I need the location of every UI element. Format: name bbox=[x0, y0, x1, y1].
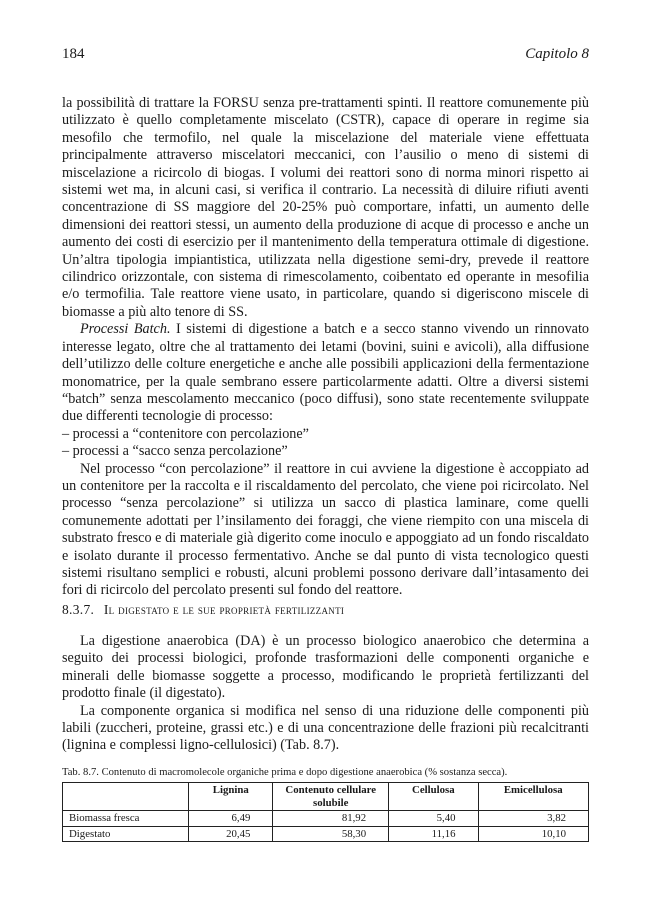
table-header-cell: Cellulosa bbox=[389, 783, 478, 811]
table-cell: Biomassa fresca bbox=[63, 811, 189, 827]
body-text-top bbox=[62, 95, 589, 600]
paragraph-batch bbox=[62, 321, 589, 425]
chapter-title: Capitolo 8 bbox=[525, 46, 589, 62]
section-heading bbox=[62, 602, 344, 618]
table-header-cell: Emicellulosa bbox=[478, 783, 588, 811]
table-header-cell: Contenuto cellulare solubile bbox=[273, 783, 389, 811]
table-cell: 81,92 bbox=[273, 811, 389, 827]
paragraph: Nel processo “con percolazione” il reattore in cui avviene la digestione è accoppiato ad un contenitore per la raccolta e il riscaldamento del percolato, che viene poi ricircolato. Nel processo “senza percolazione” si utilizza un sacco di plastica laminare, come quelli comunemente adottati per l’insilamento dei foraggi, che viene riempito con una miscela di substrato fresco e di materiale già digerito come inoculo e appoggiato ad un fondo riscaldato e isolato durante il processo fermentativo. Anche se dal punto di vista tecnologico questi sistemi risultano semplici e robusti, alcuni problemi possono derivare dall’intasamento dei fori di ricircolo del percolato presenti sul fondo del reattore. bbox=[62, 460, 589, 599]
table-cell: 20,45 bbox=[189, 826, 273, 842]
page-number: 184 bbox=[62, 46, 85, 62]
process-list bbox=[62, 426, 589, 461]
batch-label: Processi Batch. bbox=[80, 321, 171, 338]
table-cell: Digestato bbox=[63, 826, 189, 842]
list-item: – processi a “sacco senza percolazione” bbox=[62, 443, 288, 460]
table-header-row bbox=[63, 783, 589, 811]
table-header-cell: Lignina bbox=[189, 783, 273, 811]
body-text-bottom bbox=[62, 633, 589, 755]
table-cell: 11,16 bbox=[389, 826, 478, 842]
table-caption: Tab. 8.7. Contenuto di macromolecole organiche prima e dopo digestione anaerobica (% sostanza secca). bbox=[62, 767, 508, 778]
section-title: Il digestato e le sue proprietà fertilizzanti bbox=[103, 602, 345, 617]
table-cell: 58,30 bbox=[273, 826, 389, 842]
table-cell: 10,10 bbox=[478, 826, 588, 842]
page-header bbox=[62, 46, 589, 68]
table-cell: 6,49 bbox=[189, 811, 273, 827]
data-table bbox=[62, 782, 589, 842]
table-header-cell bbox=[63, 783, 189, 811]
batch-text: I sistemi di digestione a batch e a secco stanno vivendo un rinnovato interesse legato, oltre che al trattamento dei letami (bovini, suini e avicoli), alla diffusione dell’utilizzo delle colture energetiche e anche alle possibili applicazioni della fermentazione monomatrice, per la quale sembrano essere particolarmente adatti. Oltre a diversi sistemi “batch” senza mescolamento meccanico (poco diffusi), sono state recentemente sviluppate due differenti tecnologie di processo: bbox=[62, 321, 589, 425]
paragraph: La componente organica si modifica nel senso di una riduzione delle componenti più labili (zuccheri, proteine, grassi etc.) e di una concentrazione delle frazioni più recalcitranti (lignina e complessi ligno-cellulosici) (Tab. 8.7). bbox=[62, 702, 589, 754]
table-row bbox=[63, 811, 589, 827]
paragraph: La digestione anaerobica (DA) è un processo biologico anaerobico che determina a seguito dei processi biologici, profonde trasformazioni delle componenti organiche e minerali delle biomasse soggette a processo, modificando le proprietà fertilizzanti del prodotto finale (il digestato). bbox=[62, 633, 589, 702]
list-item: – processi a “contenitore con percolazione” bbox=[62, 425, 309, 442]
paragraph: la possibilità di trattare la FORSU senza pre-trattamenti spinti. Il reattore comunemente più utilizzato è quello completamente miscelato (CSTR), capace di operare in regime sia mesofilo che termofilo, nel quale la miscelazione del materiale viene effettuata principalmente attraverso miscelatori meccanici, con l’ausilio o meno di sistemi di miscelazione a ricircolo di biogas. I volumi dei reattori sono di norma minori rispetto ai sistemi wet ma, in alcuni casi, si verifica il contrario. La necessità di diluire rifiuti aventi concentrazione di SS maggiore del 20-25% può comportare, infatti, un aumento delle dimensioni dei reattori stessi, un aumento della produzione di acque di processo e anche un aumento dei costi di esercizio per il mantenimento della temperatura ottimale di digestione. Un’altra tipologia impiantistica, utilizzata nella digestione semi-dry, prevede il reattore cilindrico orizzontale, con sistema di rimescolamento, coibentato ed operante in mesofilia e/o termofilia. Tale reattore viene usato, in particolare, quando si digeriscono miscele di biomasse a più alto tenore di SS. bbox=[62, 95, 589, 320]
table-cell: 5,40 bbox=[389, 811, 478, 827]
table-row bbox=[63, 826, 589, 842]
table-cell: 3,82 bbox=[478, 811, 588, 827]
section-number: 8.3.7. bbox=[62, 602, 95, 617]
